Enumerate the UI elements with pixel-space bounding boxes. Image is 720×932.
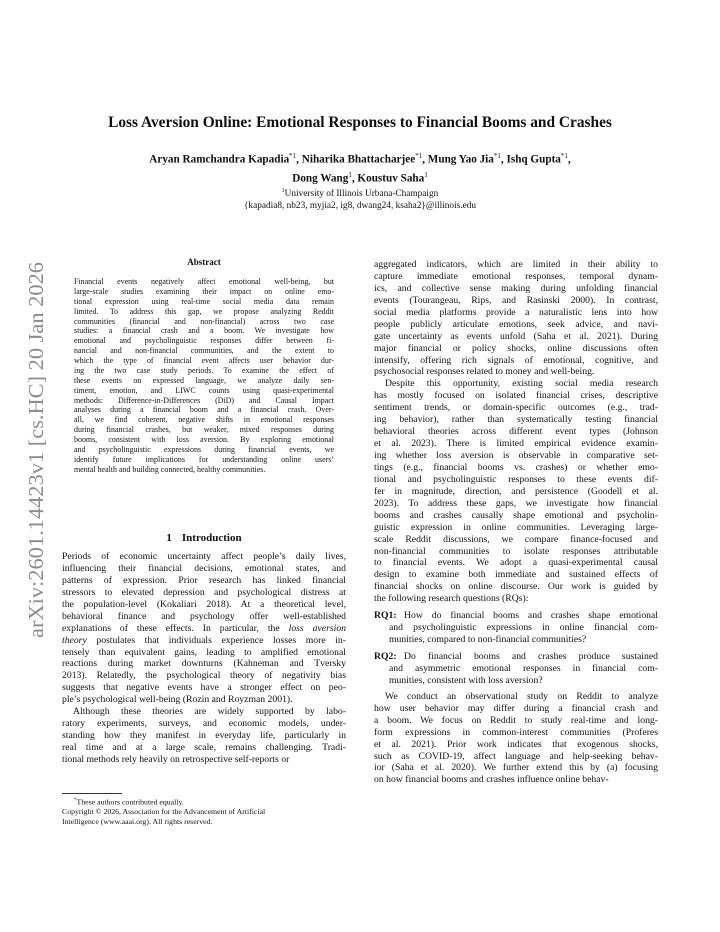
text-line: real time and at a large scale, remains challenging. Tradi- (62, 742, 346, 753)
text-line: methods: Difference-in-Differences (DiD) and Causal Impact (74, 395, 334, 405)
text-line: behavioral finance and psychology offer well-established (62, 610, 346, 622)
text-line: reactions during market downturns (Kahneman and Tversky (62, 658, 346, 670)
text-line: booms, consistent with loss aversion. By exploring emotional (74, 435, 334, 444)
author-separator: , (422, 153, 428, 166)
text-line: et al. 2023). There is limited empirical evidence examin- (374, 438, 658, 450)
text-line: booms and crashes causally shape emotional and psycholin- (374, 509, 658, 521)
text-line: people publicly articulate emotions, seek advice, and navi- (374, 318, 658, 330)
text-line: ing the two case study periods. To examine the effect of (74, 365, 334, 375)
section-heading-introduction (62, 531, 346, 545)
author-name: Dong Wang (292, 172, 349, 185)
text-line: analyses during a financial boom and a financial crash. Over- (74, 405, 334, 415)
text-line: scale Reddit discussions, we compare finance-focused and (374, 533, 658, 545)
institution-name: University of Illinois Urbana-Champaign (284, 189, 439, 200)
text-line: We conduct an observational study on Reddit to analyze (385, 690, 658, 702)
paper-title: Loss Aversion Online: Emotional Responses to Financial Booms and Crashes (108, 114, 612, 131)
text-line: ics, and collective sense making during unfolding financial (374, 282, 658, 294)
text-line: suggests that negative events have a stronger effect on peo- (62, 682, 346, 694)
text-line: limited. To address this gap, we propose analyzing Reddit (74, 306, 334, 316)
text-line: how user behavior may differ during a financial crash and (374, 702, 658, 714)
text-line: Despite this opportunity, existing social media research (385, 378, 658, 390)
text-line: and psycholinguistic expressions during financial events, we (74, 444, 334, 454)
text-line: on how financial booms and crashes influence online behav- (374, 774, 609, 786)
text-line: 2013). Relatedly, the psychological theory of negativity bias (62, 670, 346, 682)
rq-text-line: munities, compared to non-financial communities? (389, 634, 587, 646)
introduction-right-column (374, 259, 658, 786)
arxiv-identifier-stamp (14, 258, 54, 638)
text-line: guistic expression in online communities. Leveraging large- (374, 521, 658, 533)
text-line: et al. 2021). Prior work indicates that exogenous shocks, (374, 738, 658, 750)
intro-paragraphs-b (374, 691, 658, 787)
text-line: ing behavior), rather than systematically testing financial (374, 414, 658, 426)
text-line: emotional and psycholinguistic responses differ between fi- (74, 336, 334, 346)
text-line: fer in magnitude, direction, and persistence (Goodell et al. (374, 485, 658, 497)
text-line: form expressions in common-interest communities (Proferes (374, 726, 658, 738)
text-line: social media platforms provide a naturalistic lens into how (374, 306, 658, 318)
rq-text: Do financial booms and crashes produce sustained (404, 651, 658, 662)
author-list (70, 149, 650, 186)
text-line: events (Tourangeau, Rips, and Rasinski 2000). In contrast, (374, 294, 658, 306)
author-separator: , (500, 153, 507, 166)
text-line: gate uncertainty as events unfold (Saha et al. 2021). During (374, 330, 658, 342)
author-affiliation-mark: *1 (560, 152, 568, 160)
text-line: non-financial communities to isolate responses attributable (374, 545, 658, 557)
author-name: Mung Yao Jia (427, 153, 494, 166)
text-line: tings (e.g., financial booms vs. crashes) or whether emo- (374, 461, 658, 473)
text-line: a boom. We focus on Reddit to study real-time and long- (374, 714, 658, 726)
research-question-1 (374, 610, 658, 646)
introduction-left-column (62, 551, 346, 766)
section-number: 1 (166, 532, 172, 544)
text-line: ratory experiments, surveys, and economic models, under- (62, 718, 346, 730)
rq-label: RQ1: (374, 610, 397, 622)
text-line: theory postulates that individuals experience losses more in- (62, 634, 346, 646)
author-name: Koustuv Saha (357, 172, 425, 185)
text-line: patterns of expression. Prior research has linked financial (62, 574, 346, 586)
arxiv-identifier-text: arXiv:2601.14423v1 [cs.HC] 20 Jan 2026 (24, 282, 48, 638)
author-affiliation-mark: 1 (348, 170, 352, 179)
text-line: has mostly focused on isolated financial crises, descriptive (374, 390, 658, 402)
text-line: these events on expressed language, we analyze daily sen- (74, 375, 334, 385)
rq-text-line: munities, consistent with loss aversion? (389, 674, 543, 686)
text-line: which the type of financial event affects user behavior dur- (74, 356, 334, 365)
author-separator: , (567, 153, 571, 166)
rq-text-line: and asymmetric emotional responses in financial com- (389, 662, 658, 674)
text-line: aggregated indicators, which are limited in their ability to (374, 259, 658, 270)
text-line: financial shocks on online discourse. Our work is guided by (374, 581, 658, 593)
text-line: tensely than equivalent gains, leading to amplified emotional (62, 646, 346, 658)
text-line: communities (financial and non-financial) across two case (74, 316, 334, 326)
text-line: the population-level (Kokaliari 2018). At a theoretical level, (62, 598, 346, 610)
text-line: psychosocial responses related to money and well-being. (374, 366, 595, 378)
equal-contribution-text: These authors contributed equally. (76, 797, 184, 807)
research-question-2 (374, 651, 658, 687)
rq-text-line: and psycholinguistic expressions in online financial com- (389, 622, 658, 634)
text-line: tional expression using real-time social media data remain (74, 296, 334, 306)
rq-text: How do financial booms and crashes shape emotional (404, 610, 658, 622)
footnote-divider (62, 793, 122, 794)
text-line: timent, emotion, and LIWC counts using quasi-experimental (74, 385, 334, 395)
copyright-line-1: Copyright © 2026, Association for the Advancement of Artificial (62, 807, 266, 817)
abstract-heading: Abstract (187, 257, 221, 267)
text-line: identify future implications for understanding online users’ (74, 454, 334, 464)
author-name: Niharika Bhattacharjee (301, 153, 416, 166)
author-name: Ishq Gupta (506, 153, 561, 166)
footnotes (62, 796, 346, 826)
text-line: tional and psycholinguistic responses to these events dif- (374, 473, 658, 485)
text-line: Financial events negatively affect emotional well-being, but (74, 277, 334, 286)
text-line: mental health and building connected, healthy communities. (74, 464, 266, 474)
text-line: ple’s psychological well-being (Rozin and Royzman 2001). (62, 694, 293, 706)
author-emails: {kapadia8, nb23, myjia2, ig8, dwang24, ksaha2}@illinois.edu (243, 200, 477, 211)
text-line: tional methods rely heavily on retrospective self-reports or (62, 753, 290, 765)
affiliation-block (70, 186, 650, 212)
text-line: behavioral theories across different event types (Johnson (374, 426, 658, 438)
text-line: ior (Saha et al. 2020). We further extend this by (a) focusing (374, 762, 658, 774)
text-line: stressors to elevated depression and psychological distress at (62, 586, 346, 598)
author-separator: , (296, 153, 302, 166)
author-affiliation-mark: *1 (493, 152, 501, 160)
text-line: design to examine both immediate and sustained effects of (374, 569, 658, 581)
abstract-text (74, 277, 334, 475)
rq-first-line (374, 651, 658, 663)
rq-first-line (374, 610, 658, 622)
text-line: standing how they manifest in everyday life, particularly in (62, 730, 346, 742)
text-line: intensify, offering rich signals of emotional, cognitive, and (374, 354, 658, 366)
text-line: such as COVID-19, affect language and help-seeking behav- (374, 750, 658, 762)
text-line: capture immediate emotional responses, temporal dynam- (374, 270, 658, 282)
intro-paragraphs-a (374, 259, 658, 605)
text-line: all, we find coherent, negative shifts in emotional responses (74, 415, 334, 425)
author-affiliation-mark: *1 (415, 152, 423, 160)
copyright-line-2: Intelligence (www.aaai.org). All rights reserved. (62, 816, 213, 826)
text-line: explanations of these effects. In particular, the loss aversion (62, 622, 346, 634)
author-name: Aryan Ramchandra Kapadia (149, 153, 290, 166)
author-affiliation-mark: 1 (424, 170, 428, 179)
affiliation-mark: 1 (281, 188, 285, 194)
text-line: studies: a financial crash and a boom. We investigate how (74, 326, 334, 336)
text-line: during financial crashes, but weaker, mixed responses during (74, 425, 334, 435)
affiliation-institution (70, 186, 650, 201)
footnote-mark: * (74, 798, 77, 803)
author-separator: , (351, 172, 358, 185)
text-line: the following research questions (RQs): (374, 593, 529, 605)
rq-label: RQ2: (374, 651, 397, 662)
equal-contribution-note (62, 796, 346, 807)
text-line: sentiment trends, or domain-specific outcomes (e.g., trad- (374, 402, 658, 414)
text-line: Periods of economic uncertainty affect people’s daily lives, (62, 551, 346, 562)
author-line-1 (70, 149, 650, 168)
text-line: nancial and non-financial communities, and the extent to (74, 346, 334, 356)
text-line: ing whether loss aversion is observable in comparative set- (374, 450, 658, 461)
author-affiliation-mark: *1 (289, 152, 297, 160)
text-line: 2023). To address these gaps, we investigate how financial (374, 497, 658, 509)
text-line: major financial or policy shocks, online discussions often (374, 342, 658, 354)
text-line: Although these theories are widely supported by labo- (73, 706, 346, 718)
text-line: large-scale studies examining their impact on online emo- (74, 286, 334, 296)
author-line-2 (70, 168, 650, 187)
text-line: influencing their financial decisions, emotional states, and (62, 562, 346, 574)
section-title: Introduction (181, 532, 242, 544)
text-line: to financial events. We adopt a quasi-experimental causal (374, 557, 658, 569)
